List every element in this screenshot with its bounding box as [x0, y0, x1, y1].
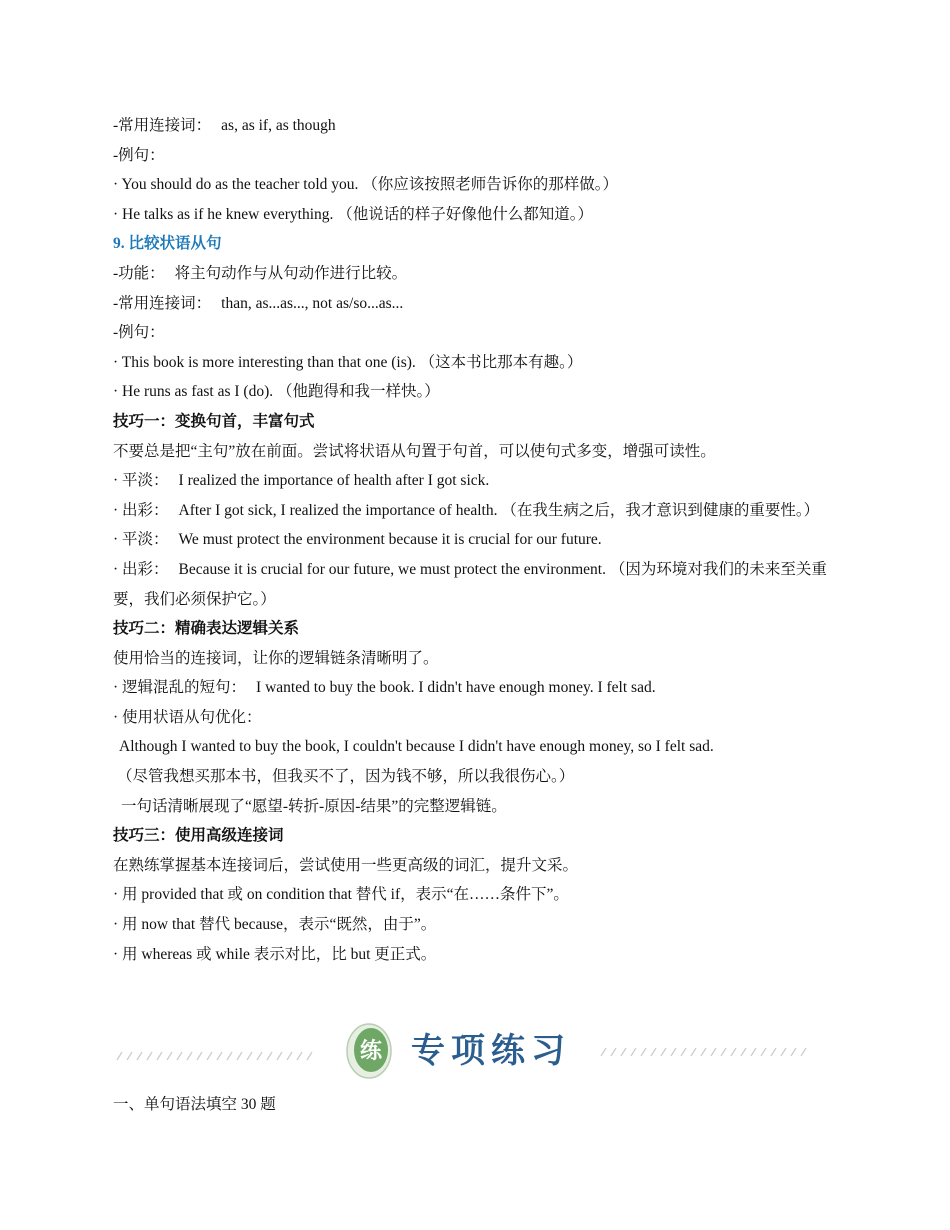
line-text: as, as if, as though: [221, 117, 336, 134]
tip3-item: · 用 whereas 或 while 表示对比，比 but 更正式。: [113, 945, 437, 963]
line-text: After I got sick, I realized the importance of health. （在我生病之后，我才意识到健康的重要性。）: [178, 501, 820, 519]
tip2-translation: （尽管我想买那本书，但我买不了，因为钱不够，所以我很伤心。）: [117, 768, 575, 786]
line-label: · 平淡：: [113, 531, 169, 549]
tip1-better-1: [113, 496, 833, 526]
tip2-optimized-label: · 使用状语从句优化：: [113, 708, 262, 726]
line-label: · 平淡：: [113, 472, 169, 490]
banner-graphic: [113, 1014, 813, 1086]
line-text: I wanted to buy the book. I didn't have enough money. I felt sad.: [256, 679, 656, 697]
left-hatch-decoration: [117, 1052, 312, 1060]
line-label: -常用连接词：: [113, 117, 212, 134]
tip2-optimized-sentence: Although I wanted to buy the book, I couldn't because I didn't have enough money, so I felt sad.: [119, 738, 714, 756]
tip1-title: 技巧一：变换句首，丰富句式: [113, 412, 315, 430]
line-text: I realized the importance of health after I got sick.: [178, 472, 490, 490]
section-heading-9: 9. 比较状语从句: [113, 235, 222, 253]
badge-char: 练: [359, 1039, 383, 1064]
line-text: 将主句动作与从句动作进行比较。: [174, 264, 408, 282]
tip2-messy: [113, 673, 833, 703]
connectors-line: [113, 111, 833, 141]
tip3-item: · 用 now that 替代 because，表示“既然，由于”。: [113, 916, 437, 934]
tip2-note: 一句话清晰展现了“愿望-转折-原因-结果”的完整逻辑链。: [121, 797, 507, 815]
right-hatch-decoration: [601, 1048, 806, 1056]
exercise-section-title: 一、单句语法填空 30 题: [113, 1096, 276, 1113]
tip1-intro: 不要总是把“主句”放在前面。尝试将状语从句置于句首，可以使句式多变，增强可读性。: [113, 442, 716, 460]
line-text: Because it is crucial for our future, we must protect the environment. （因为环境对我们的未来至关重要，我们必须保护它。）: [113, 560, 827, 608]
example-label: -例句：: [113, 146, 165, 164]
connectors-line: [113, 289, 833, 319]
line-label: -常用连接词：: [113, 294, 212, 312]
example-label: -例句：: [113, 324, 165, 342]
line-label: -功能：: [113, 264, 165, 282]
function-line: [113, 259, 833, 289]
tip3-item: · 用 provided that 或 on condition that 替代 if，表示“在……条件下”。: [113, 886, 569, 904]
tip2-title: 技巧二：精确表达逻辑关系: [113, 620, 300, 638]
tip2-intro: 使用恰当的连接词，让你的逻辑链条清晰明了。: [113, 649, 439, 667]
practice-banner: [113, 1014, 813, 1086]
tip3-intro: 在熟练掌握基本连接词后，尝试使用一些更高级的词汇，提升文采。: [113, 856, 579, 874]
line-label: · 出彩：: [113, 501, 169, 519]
tip1-plain-1: [113, 466, 833, 496]
line-label: · 逻辑混乱的短句：: [113, 679, 247, 697]
example-sentence: · He talks as if he knew everything. （他说话的样子好像他什么都知道。）: [113, 205, 594, 223]
banner-title: 专项练习: [411, 1031, 571, 1071]
document-body: [113, 111, 833, 969]
example-sentence: · This book is more interesting than that one (is). （这本书比那本有趣。）: [113, 353, 583, 371]
example-sentence: · You should do as the teacher told you. （你应该按照老师告诉你的那样做。）: [113, 176, 619, 194]
example-sentence: · He runs as fast as I (do). （他跑得和我一样快。）: [113, 383, 440, 401]
tip1-plain-2: [113, 525, 833, 555]
line-text: than, as...as..., not as/so...as...: [221, 294, 404, 312]
line-label: · 出彩：: [113, 560, 169, 578]
line-text: We must protect the environment because it is crucial for our future.: [178, 531, 602, 549]
tip3-title: 技巧三：使用高级连接词: [113, 827, 284, 845]
tip1-better-2: [113, 555, 833, 614]
practice-badge-icon: [347, 1024, 391, 1078]
